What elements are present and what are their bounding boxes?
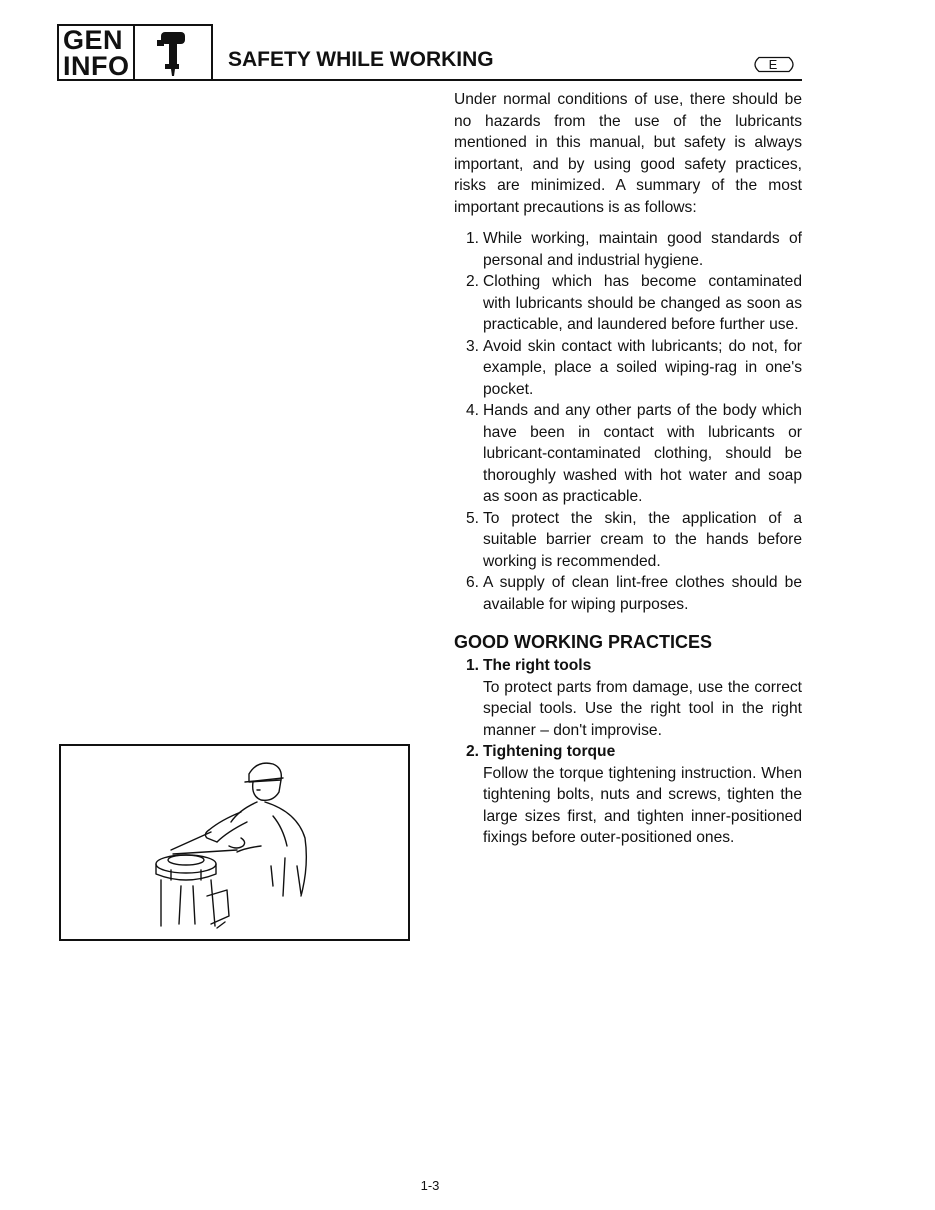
practice-item-number: 1.: [466, 657, 480, 674]
list-item-number: 2.: [466, 273, 480, 290]
page-title: SAFETY WHILE WORKING: [228, 48, 494, 71]
practice-item-title: Tightening torque: [483, 743, 616, 760]
list-item: [454, 228, 802, 271]
list-item-number: 6.: [466, 574, 480, 591]
list-item-text: A supply of clean lint-free clothes should be available for wiping purposes.: [483, 574, 802, 613]
list-item-text: Hands and any other parts of the body which have been in contact with lubricants or lubricant-contaminated clothing, should be thoroughly washed with hot water and soap as soon as practicable.: [483, 402, 802, 505]
precautions-list: [454, 228, 802, 615]
list-item-number: 5.: [466, 509, 480, 527]
mechanic-with-tool-illustration: [61, 746, 408, 939]
tab-label-line2: INFO: [63, 51, 130, 81]
list-item: [454, 572, 802, 615]
practice-item-text: To protect parts from damage, use the correct special tools. Use the right tool in the right manner – don't improvise.: [483, 678, 802, 739]
page-number: 1-3: [420, 1178, 440, 1193]
section-tab-label: [59, 26, 135, 79]
language-badge-label: E: [768, 57, 778, 72]
list-item-text: To protect the skin, the application of a suitable barrier cream to the hands before working is recommended.: [483, 509, 802, 570]
practice-item-title: The right tools: [483, 657, 592, 674]
list-item-text: Clothing which has become contaminated with lubricants should be changed as soon as practicable, and laundered before further use.: [483, 273, 802, 333]
figure-box: [59, 744, 410, 941]
header-rule: [213, 79, 802, 81]
tab-label-line1: GEN: [63, 25, 124, 55]
practice-item: [454, 655, 802, 741]
list-item: [454, 508, 802, 573]
list-item: [454, 400, 802, 508]
list-item-number: 4.: [466, 402, 480, 419]
list-item-number: 1.: [466, 230, 480, 247]
text-column: [454, 89, 802, 849]
practice-item-number: 2.: [466, 743, 480, 760]
outboard-motor-icon: [135, 26, 211, 79]
intro-paragraph: Under normal conditions of use, there should be no hazards from the use of the lubricants mentioned in this manual, but safety is always important, and by using good safety practices, risks are minimized. A summary of the most important precautions is as follows:: [454, 91, 802, 216]
list-item: [454, 271, 802, 336]
list-item-number: 3.: [466, 337, 480, 355]
practices-list: [454, 655, 802, 849]
practice-item: [454, 741, 802, 849]
list-item-text: While working, maintain good standards of personal and industrial hygiene.: [483, 230, 802, 269]
language-badge: [751, 56, 799, 73]
list-item: [454, 336, 802, 401]
section-tab: [57, 24, 213, 81]
good-practices-heading: GOOD WORKING PRACTICES: [454, 632, 713, 652]
list-item-text: Avoid skin contact with lubricants; do not, for example, place a soiled wiping-rag in one's pocket.: [483, 337, 802, 398]
practice-item-text: Follow the torque tightening instruction. When tightening bolts, nuts and screws, tighten the large sizes first, and tighten inner-positioned fixings before outer-positioned ones.: [483, 764, 802, 846]
